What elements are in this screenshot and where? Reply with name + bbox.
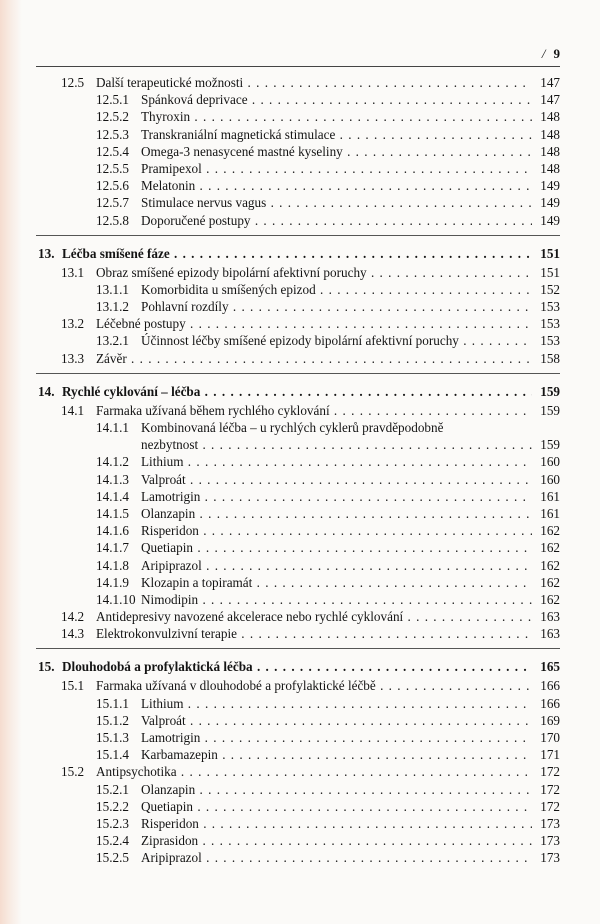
toc-entry-page: 160	[532, 453, 560, 470]
toc-entry-page: 147	[532, 91, 560, 108]
toc-entry-number: 14.1.2	[96, 454, 129, 470]
toc-entry-number: 15.2.4	[96, 833, 129, 849]
toc-entry[interactable]	[0, 677, 600, 694]
toc-entry-number: 15.1.1	[96, 695, 129, 711]
toc-entry-number: 15.2.2	[96, 798, 129, 814]
toc-entry-page: 166	[532, 695, 560, 712]
toc-entry-title: Aripiprazol . . .	[141, 557, 532, 574]
toc-entry-page: 173	[532, 832, 560, 849]
toc-entry-title: Valproát . . .	[141, 712, 532, 729]
toc-entry-number: 15.	[38, 659, 55, 675]
toc-entry[interactable]	[0, 419, 600, 436]
toc-entry-number: 12.5.8	[96, 212, 129, 228]
toc-entry-page: 148	[532, 126, 560, 143]
toc-entry[interactable]	[0, 695, 600, 712]
toc-entry-title: Léčba smíšené fáze . . .	[62, 244, 532, 264]
toc-entry-title: Antipsychotika . . .	[96, 763, 532, 780]
toc-entry-number: 13.3	[61, 350, 85, 366]
toc-entry-number: 14.1.9	[96, 574, 129, 590]
toc-entry-number: 14.1.8	[96, 557, 129, 573]
toc-entry-page: 152	[532, 281, 560, 298]
toc-entry-page: 169	[532, 712, 560, 729]
toc-entry-title: Risperidon . . .	[141, 815, 532, 832]
toc-entry-number: 13.1.1	[96, 281, 129, 297]
toc-entry[interactable]	[0, 781, 600, 798]
toc-entry[interactable]	[0, 264, 600, 281]
toc-entry-title: Antidepresivy navozené akcelerace nebo rychlé cyklování . . .	[96, 608, 532, 625]
toc-entry-title: Pramipexol . . .	[141, 160, 532, 177]
toc-entry-number: 14.1.3	[96, 471, 129, 487]
toc-entry-title: Rychlé cyklování – léčba . . .	[62, 382, 532, 402]
toc-entry[interactable]	[0, 798, 600, 815]
toc-entry-number: 13.2.1	[96, 333, 129, 349]
toc-entry[interactable]	[0, 574, 600, 591]
toc-entry-title: Doporučené postupy . . .	[141, 212, 532, 229]
toc-entry[interactable]	[0, 849, 600, 866]
toc-entry-number: 12.5	[61, 75, 85, 90]
toc-entry-number: 15.1.2	[96, 712, 129, 728]
toc-entry[interactable]	[0, 453, 600, 470]
toc-entry-number: 15.2.5	[96, 850, 129, 866]
toc-entry-page: 172	[532, 763, 560, 780]
toc-entry[interactable]	[0, 126, 600, 143]
toc-entry[interactable]	[0, 763, 600, 780]
toc-entry[interactable]	[0, 108, 600, 125]
toc-entry-page: 148	[532, 143, 560, 160]
toc-entry-title: Karbamazepin . . .	[141, 746, 532, 763]
chapter-rule	[36, 373, 560, 374]
toc-entry-page: 148	[532, 160, 560, 177]
toc-entry-title: Lamotrigin . . .	[141, 729, 532, 746]
toc-entry-title: Farmaka užívaná v dlouhodobé a profylaktické léčbě . . .	[96, 677, 532, 694]
toc-entry-page: 161	[532, 488, 560, 505]
toc-entry-title: Olanzapin . . .	[141, 505, 532, 522]
toc-entry[interactable]	[0, 625, 600, 642]
toc-entry[interactable]	[0, 177, 600, 194]
toc-chapter-entry[interactable]	[0, 657, 600, 677]
toc-entry-page: 162	[532, 557, 560, 574]
toc-entry-number: 13.1	[61, 264, 85, 280]
toc-entry[interactable]	[0, 832, 600, 849]
toc-entry[interactable]	[0, 522, 600, 539]
toc-entry-number: 12.5.3	[96, 126, 129, 142]
toc-entry-title: Aripiprazol . . .	[141, 849, 532, 866]
toc-entry-page: 172	[532, 798, 560, 815]
toc-entry-title: Elektrokonvulzivní terapie . . .	[96, 625, 532, 642]
toc-chapter-entry[interactable]	[0, 244, 600, 264]
toc-entry-page: 161	[532, 505, 560, 522]
toc-entry-page: 160	[532, 471, 560, 488]
toc-entry-page: 153	[532, 315, 560, 332]
toc-entry-title: Olanzapin . . .	[141, 781, 532, 798]
chapter-rule	[36, 648, 560, 649]
toc-entry-number: 12.5.6	[96, 178, 129, 194]
toc-entry-title: Omega-3 nenasycené mastné kyseliny . . .	[141, 143, 532, 160]
toc-entry-page: 170	[532, 729, 560, 746]
toc-entry[interactable]	[0, 143, 600, 160]
toc-entry-page: 171	[532, 746, 560, 763]
toc-entry-number: 13.	[38, 245, 55, 261]
toc-entry-number: 14.1.7	[96, 540, 129, 556]
toc-entry-number: 13.2	[61, 316, 85, 332]
running-header	[36, 46, 560, 66]
toc-entry-number: 14.1.10	[96, 591, 136, 607]
toc-entry-page: 166	[532, 677, 560, 694]
toc-entry-number: 14.1.6	[96, 523, 129, 539]
table-of-contents	[0, 74, 600, 867]
toc-entry-page: 159	[532, 402, 560, 419]
toc-entry-number: 15.2.3	[96, 815, 129, 831]
toc-entry-page: 159	[532, 382, 560, 402]
toc-entry-title: Risperidon . . .	[141, 522, 532, 539]
toc-entry-number: 13.1.2	[96, 299, 129, 315]
toc-entry-page: 162	[532, 522, 560, 539]
toc-entry-title: Lithium . . .	[141, 453, 532, 470]
toc-entry-page: 162	[532, 539, 560, 556]
toc-entry-number: 14.1.1	[96, 420, 129, 435]
toc-entry-page: 163	[532, 625, 560, 642]
toc-entry[interactable]	[0, 488, 600, 505]
toc-entry-title: Komorbidita u smíšených epizod . . .	[141, 281, 532, 298]
toc-entry[interactable]	[0, 436, 600, 453]
chapter-separator	[0, 229, 600, 237]
page-number: 9	[553, 46, 560, 61]
toc-entry-title: Kombinovaná léčba – u rychlých cyklerů pravděpodobně	[141, 420, 444, 435]
toc-entry[interactable]	[0, 591, 600, 608]
toc-entry-title: Thyroxin . . .	[141, 108, 532, 125]
header-rule	[36, 66, 560, 67]
toc-entry-number: 14.	[38, 383, 55, 399]
toc-entry-number: 14.3	[61, 626, 85, 642]
toc-entry-page: 159	[532, 436, 560, 453]
toc-entry-page: 153	[532, 298, 560, 315]
toc-entry[interactable]	[0, 315, 600, 332]
toc-entry-page: 162	[532, 591, 560, 608]
toc-entry-number: 15.1.3	[96, 730, 129, 745]
toc-entry-number: 12.5.4	[96, 143, 129, 159]
toc-entry[interactable]	[0, 281, 600, 298]
toc-entry-title: Dlouhodobá a profylaktická léčba . . .	[62, 657, 532, 677]
toc-entry-title: Další terapeutické možnosti . . .	[96, 74, 532, 91]
toc-entry-number: 12.5.7	[96, 195, 129, 211]
toc-entry-number: 12.5.5	[96, 160, 129, 176]
chapter-separator	[0, 642, 600, 650]
toc-entry-page: 147	[532, 74, 560, 91]
chapter-separator	[0, 367, 600, 375]
toc-entry[interactable]	[0, 298, 600, 315]
toc-entry[interactable]	[0, 74, 600, 91]
toc-entry-page: 163	[532, 608, 560, 625]
toc-entry-page: 149	[532, 212, 560, 229]
toc-entry-page: 151	[532, 264, 560, 281]
toc-entry-page: 173	[532, 815, 560, 832]
toc-entry[interactable]	[0, 505, 600, 522]
toc-entry-number: 15.2.1	[96, 781, 129, 797]
toc-entry[interactable]	[0, 212, 600, 229]
toc-entry-title: Spánková deprivace . . .	[141, 91, 532, 108]
toc-entry-number: 14.1.4	[96, 488, 129, 504]
toc-entry-number: 15.2	[61, 764, 85, 780]
toc-entry-page: 149	[532, 194, 560, 211]
toc-entry[interactable]	[0, 350, 600, 367]
toc-entry-page: 153	[532, 332, 560, 349]
toc-entry-number: 15.1	[61, 678, 85, 694]
toc-entry-number: 15.1.4	[96, 747, 129, 763]
toc-entry[interactable]	[0, 402, 600, 419]
toc-entry-title: Transkraniální magnetická stimulace . . .	[141, 126, 532, 143]
toc-entry-title: nezbytnost . . .	[141, 436, 532, 453]
toc-entry-page: 162	[532, 574, 560, 591]
toc-entry-page: 149	[532, 177, 560, 194]
toc-entry-page: 148	[532, 108, 560, 125]
toc-entry-page: 173	[532, 849, 560, 866]
toc-entry-title: Obraz smíšené epizody bipolární afektivní poruchy . . .	[96, 264, 532, 281]
toc-entry-number: 14.2	[61, 609, 85, 625]
toc-entry-number: 12.5.2	[96, 109, 129, 125]
toc-entry-title: Léčebné postupy . . .	[96, 315, 532, 332]
toc-entry-title: Závěr . . .	[96, 350, 532, 367]
toc-entry[interactable]	[0, 91, 600, 108]
toc-entry-title: Stimulace nervus vagus . . .	[141, 194, 532, 211]
toc-entry-page: 158	[532, 350, 560, 367]
toc-entry-number: 14.1.5	[96, 505, 129, 521]
toc-entry[interactable]	[0, 729, 600, 746]
toc-entry[interactable]	[0, 712, 600, 729]
toc-entry-title: Účinnost léčby smíšené epizody bipolární afektivní poruchy . . .	[141, 332, 532, 349]
toc-entry-title: Lithium . . .	[141, 695, 532, 712]
toc-entry[interactable]	[0, 746, 600, 763]
toc-entry-title: Farmaka užívaná během rychlého cyklování . . .	[96, 402, 532, 419]
toc-entry-title: Valproát . . .	[141, 471, 532, 488]
toc-entry[interactable]	[0, 471, 600, 488]
toc-entry-page: 151	[532, 244, 560, 264]
toc-entry[interactable]	[0, 160, 600, 177]
toc-entry[interactable]	[0, 539, 600, 556]
toc-entry-title: Ziprasidon . . .	[141, 832, 532, 849]
toc-entry-title: Klozapin a topiramát . . .	[141, 574, 532, 591]
header-slash: /	[541, 46, 546, 61]
toc-entry[interactable]	[0, 332, 600, 349]
toc-entry-title: Pohlavní rozdíly . . .	[141, 298, 532, 315]
chapter-rule	[36, 235, 560, 236]
toc-entry-title: Melatonin . . .	[141, 177, 532, 194]
toc-entry[interactable]	[0, 608, 600, 625]
toc-entry[interactable]	[0, 815, 600, 832]
toc-entry-number: 12.5.1	[96, 92, 129, 108]
toc-chapter-entry[interactable]	[0, 382, 600, 402]
toc-entry-title: Nimodipin . . .	[141, 591, 532, 608]
toc-entry-page: 165	[532, 657, 560, 677]
toc-entry[interactable]	[0, 194, 600, 211]
toc-entry-page: 172	[532, 781, 560, 798]
toc-entry-title: Quetiapin . . .	[141, 539, 532, 556]
toc-entry[interactable]	[0, 557, 600, 574]
toc-entry-title: Quetiapin . . .	[141, 798, 532, 815]
toc-entry-title: Lamotrigin . . .	[141, 488, 532, 505]
toc-entry-number: 14.1	[61, 402, 85, 418]
